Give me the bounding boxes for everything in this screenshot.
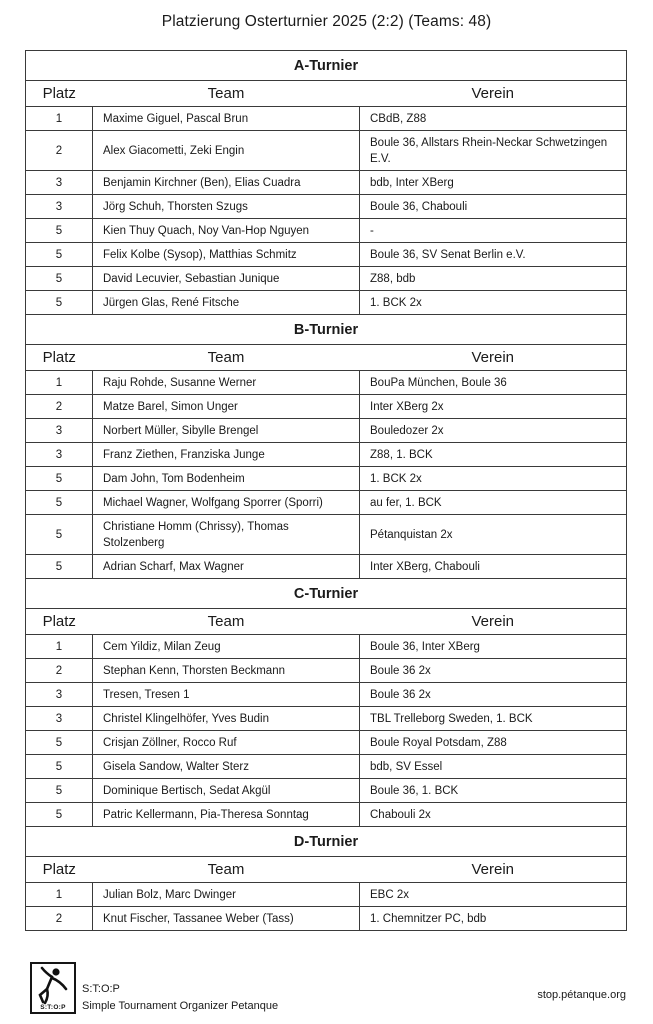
column-header-verein: Verein <box>360 857 627 883</box>
results-table <box>25 50 627 931</box>
verein-cell: BouPa München, Boule 36 <box>360 371 627 395</box>
result-row <box>26 659 627 683</box>
team-cell: Adrian Scharf, Max Wagner <box>93 555 360 579</box>
verein-cell: Inter XBerg 2x <box>360 395 627 419</box>
result-row <box>26 243 627 267</box>
tournament-section-row <box>26 579 627 609</box>
verein-cell: - <box>360 219 627 243</box>
verein-cell: Boule 36 2x <box>360 683 627 707</box>
tournament-title: C-Turnier <box>26 579 627 609</box>
column-header-platz: Platz <box>26 345 93 371</box>
column-header-row <box>26 857 627 883</box>
team-cell: Julian Bolz, Marc Dwinger <box>93 883 360 907</box>
result-row <box>26 731 627 755</box>
column-header-team: Team <box>93 609 360 635</box>
verein-cell: bdb, SV Essel <box>360 755 627 779</box>
result-row <box>26 755 627 779</box>
platz-cell: 3 <box>26 419 93 443</box>
platz-cell: 3 <box>26 195 93 219</box>
verein-cell: CBdB, Z88 <box>360 107 627 131</box>
result-row <box>26 515 627 555</box>
verein-cell: Boule 36 2x <box>360 659 627 683</box>
tournament-section-row <box>26 315 627 345</box>
platz-cell: 5 <box>26 779 93 803</box>
column-header-platz: Platz <box>26 609 93 635</box>
verein-cell: 1. BCK 2x <box>360 467 627 491</box>
tournament-section-row <box>26 827 627 857</box>
result-row <box>26 219 627 243</box>
result-row <box>26 467 627 491</box>
team-cell: Michael Wagner, Wolfgang Sporrer (Sporri) <box>93 491 360 515</box>
column-header-team: Team <box>93 345 360 371</box>
column-header-row <box>26 609 627 635</box>
platz-cell: 5 <box>26 291 93 315</box>
verein-cell: Boule 36, Inter XBerg <box>360 635 627 659</box>
team-cell: Dam John, Tom Bodenheim <box>93 467 360 491</box>
team-cell: David Lecuvier, Sebastian Junique <box>93 267 360 291</box>
result-row <box>26 883 627 907</box>
result-row <box>26 443 627 467</box>
verein-cell: Boule 36, Chabouli <box>360 195 627 219</box>
app-subtitle: Simple Tournament Organizer Petanque <box>82 1000 279 1012</box>
team-cell: Matze Barel, Simon Unger <box>93 395 360 419</box>
verein-cell: Pétanquistan 2x <box>360 515 627 555</box>
platz-cell: 1 <box>26 107 93 131</box>
team-cell: Franz Ziethen, Franziska Junge <box>93 443 360 467</box>
team-cell: Norbert Müller, Sibylle Brengel <box>93 419 360 443</box>
result-row <box>26 107 627 131</box>
result-row <box>26 779 627 803</box>
result-row <box>26 419 627 443</box>
team-cell: Kien Thuy Quach, Noy Van-Hop Nguyen <box>93 219 360 243</box>
result-row <box>26 395 627 419</box>
platz-cell: 1 <box>26 635 93 659</box>
result-row <box>26 907 627 931</box>
platz-cell: 5 <box>26 731 93 755</box>
verein-cell: 1. BCK 2x <box>360 291 627 315</box>
result-row <box>26 195 627 219</box>
result-row <box>26 131 627 171</box>
column-header-row <box>26 345 627 371</box>
platz-cell: 3 <box>26 707 93 731</box>
platz-cell: 2 <box>26 395 93 419</box>
platz-cell: 2 <box>26 907 93 931</box>
column-header-platz: Platz <box>26 81 93 107</box>
platz-cell: 1 <box>26 883 93 907</box>
document-title: Platzierung Osterturnier 2025 (2:2) (Teams: 48) <box>161 13 492 30</box>
verein-cell: Z88, bdb <box>360 267 627 291</box>
team-cell: Gisela Sandow, Walter Sterz <box>93 755 360 779</box>
team-cell: Cem Yildiz, Milan Zeug <box>93 635 360 659</box>
tournament-title: B-Turnier <box>26 315 627 345</box>
platz-cell: 3 <box>26 683 93 707</box>
team-cell: Christiane Homm (Chrissy), Thomas Stolzenberg <box>93 515 360 555</box>
platz-cell: 5 <box>26 243 93 267</box>
footer-website: stop.pétanque.org <box>537 989 626 1001</box>
verein-cell: Z88, 1. BCK <box>360 443 627 467</box>
team-cell: Benjamin Kirchner (Ben), Elias Cuadra <box>93 171 360 195</box>
column-header-team: Team <box>93 857 360 883</box>
team-cell: Felix Kolbe (Sysop), Matthias Schmitz <box>93 243 360 267</box>
team-cell: Maxime Giguel, Pascal Brun <box>93 107 360 131</box>
result-row <box>26 171 627 195</box>
team-cell: Patric Kellermann, Pia-Theresa Sonntag <box>93 803 360 827</box>
results-table-body <box>26 51 627 931</box>
verein-cell: Inter XBerg, Chabouli <box>360 555 627 579</box>
tournament-title: A-Turnier <box>26 51 627 81</box>
platz-cell: 5 <box>26 267 93 291</box>
team-cell: Raju Rohde, Susanne Werner <box>93 371 360 395</box>
platz-cell: 1 <box>26 371 93 395</box>
verein-cell: au fer, 1. BCK <box>360 491 627 515</box>
verein-cell: bdb, Inter XBerg <box>360 171 627 195</box>
footer-app-info <box>82 981 278 1015</box>
verein-cell: TBL Trelleborg Sweden, 1. BCK <box>360 707 627 731</box>
team-cell: Dominique Bertisch, Sedat Akgül <box>93 779 360 803</box>
verein-cell: Boule 36, 1. BCK <box>360 779 627 803</box>
team-cell: Alex Giacometti, Zeki Engin <box>93 131 360 171</box>
platz-cell: 5 <box>26 755 93 779</box>
team-cell: Knut Fischer, Tassanee Weber (Tass) <box>93 907 360 931</box>
result-row <box>26 635 627 659</box>
team-cell: Stephan Kenn, Thorsten Beckmann <box>93 659 360 683</box>
logo-caption: S:T:O:P <box>40 1004 66 1011</box>
results-area <box>25 50 626 931</box>
verein-cell: Boule 36, SV Senat Berlin e.V. <box>360 243 627 267</box>
platz-cell: 5 <box>26 803 93 827</box>
tournament-title: D-Turnier <box>26 827 627 857</box>
column-header-row <box>26 81 627 107</box>
verein-cell: Boule Royal Potsdam, Z88 <box>360 731 627 755</box>
column-header-team: Team <box>93 81 360 107</box>
result-row <box>26 803 627 827</box>
platz-cell: 5 <box>26 219 93 243</box>
result-row <box>26 267 627 291</box>
team-cell: Tresen, Tresen 1 <box>93 683 360 707</box>
team-cell: Christel Klingelhöfer, Yves Budin <box>93 707 360 731</box>
app-name: S:T:O:P <box>82 983 120 995</box>
verein-cell: Chabouli 2x <box>360 803 627 827</box>
platz-cell: 3 <box>26 443 93 467</box>
column-header-platz: Platz <box>26 857 93 883</box>
team-cell: Jörg Schuh, Thorsten Szugs <box>93 195 360 219</box>
platz-cell: 3 <box>26 171 93 195</box>
petanque-player-icon <box>32 965 74 1005</box>
result-row <box>26 707 627 731</box>
verein-cell: EBC 2x <box>360 883 627 907</box>
stop-logo <box>30 962 76 1014</box>
platz-cell: 5 <box>26 467 93 491</box>
column-header-verein: Verein <box>360 345 627 371</box>
verein-cell: Bouledozer 2x <box>360 419 627 443</box>
team-cell: Jürgen Glas, René Fitsche <box>93 291 360 315</box>
result-row <box>26 683 627 707</box>
platz-cell: 5 <box>26 555 93 579</box>
tournament-section-row <box>26 51 627 81</box>
column-header-verein: Verein <box>360 609 627 635</box>
result-row <box>26 491 627 515</box>
column-header-verein: Verein <box>360 81 627 107</box>
result-row <box>26 555 627 579</box>
platz-cell: 2 <box>26 659 93 683</box>
team-cell: Crisjan Zöllner, Rocco Ruf <box>93 731 360 755</box>
verein-cell: Boule 36, Allstars Rhein-Neckar Schwetzingen E.V. <box>360 131 627 171</box>
result-row <box>26 291 627 315</box>
platz-cell: 5 <box>26 491 93 515</box>
platz-cell: 5 <box>26 515 93 555</box>
result-row <box>26 371 627 395</box>
verein-cell: 1. Chemnitzer PC, bdb <box>360 907 627 931</box>
platz-cell: 2 <box>26 131 93 171</box>
